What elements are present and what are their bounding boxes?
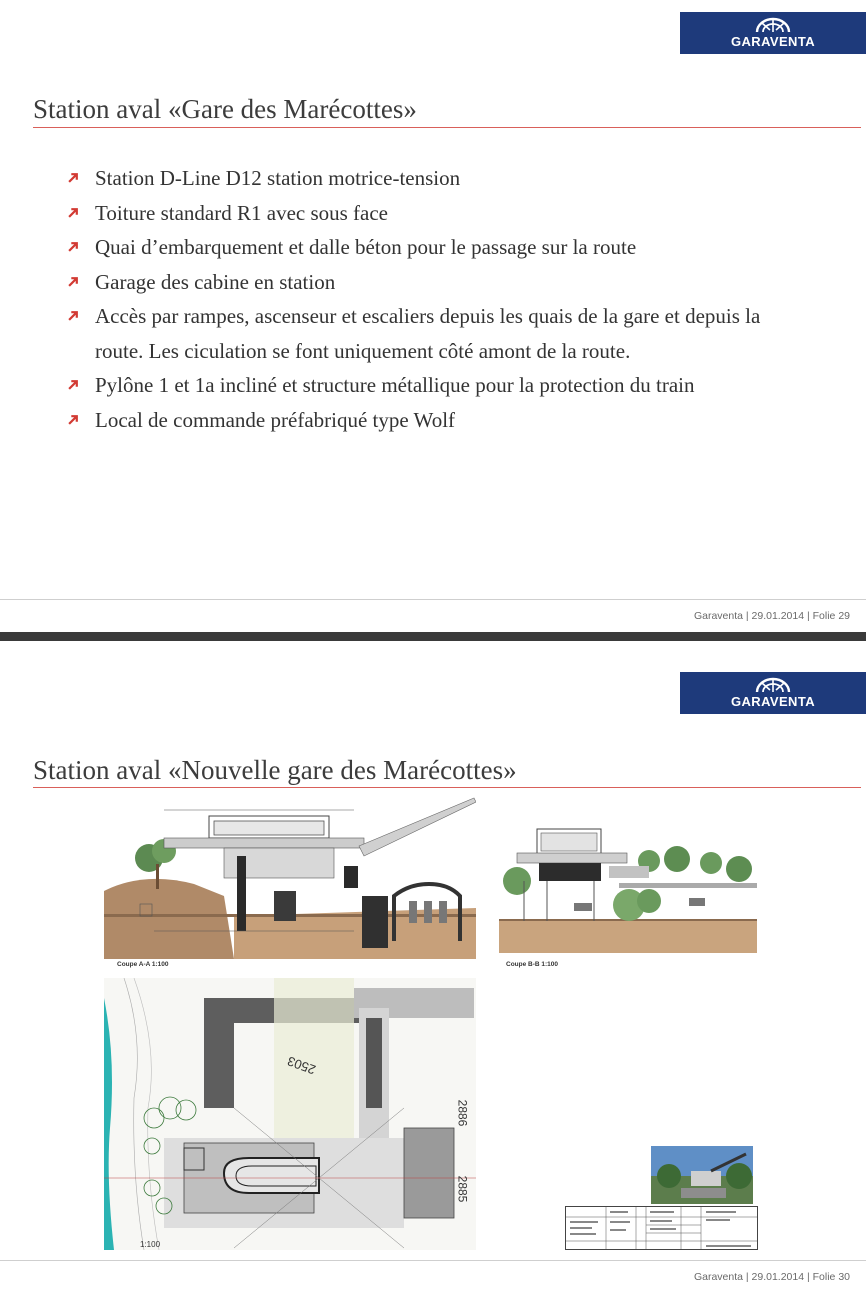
section-aa-drawing bbox=[104, 796, 476, 959]
bullet-item: Local de commande préfabriqué type Wolf bbox=[68, 403, 798, 438]
bullet-list bbox=[68, 161, 798, 437]
wheel-arch-icon bbox=[753, 17, 793, 33]
plan-scale-label: 1:100 bbox=[140, 1240, 161, 1249]
logo-wordmark: GARAVENTA bbox=[730, 34, 815, 49]
bullet-item: Accès par rampes, ascenseur et escaliers depuis les quais de la gare et depuis la route. Les ciculation se font uniquement côté amont de la route. bbox=[68, 299, 798, 368]
garaventa-logo bbox=[680, 672, 866, 714]
slide-30 bbox=[0, 641, 866, 1292]
footer-rule bbox=[0, 1260, 866, 1261]
garaventa-logo bbox=[680, 12, 866, 54]
slide-separator bbox=[0, 632, 866, 641]
wheel-arch-icon bbox=[753, 677, 793, 693]
station-photo bbox=[651, 1146, 753, 1204]
slide-29 bbox=[0, 0, 866, 632]
logo-wordmark: GARAVENTA bbox=[730, 694, 815, 709]
section-aa-caption: Coupe A-A 1:100 bbox=[117, 961, 169, 968]
slide-footer: Garaventa | 29.01.2014 | Folie 30 bbox=[693, 1271, 850, 1283]
site-plan-drawing bbox=[104, 978, 476, 1250]
bullet-item: Station D-Line D12 station motrice-tension bbox=[68, 161, 798, 196]
arrow-up-right-icon bbox=[68, 379, 79, 390]
title-underline bbox=[33, 787, 861, 788]
section-bb-caption: Coupe B-B 1:100 bbox=[506, 961, 559, 968]
plan-label: 2503 bbox=[285, 1053, 318, 1078]
bullet-item: Quai d’embarquement et dalle béton pour le passage sur la route bbox=[68, 230, 798, 265]
bullet-item: Pylône 1 et 1a incliné et structure métallique pour la protection du train bbox=[68, 368, 798, 403]
slide-footer: Garaventa | 29.01.2014 | Folie 29 bbox=[693, 610, 850, 622]
bullet-item: Toiture standard R1 avec sous face bbox=[68, 196, 798, 231]
plan-label: 2886 bbox=[455, 1099, 470, 1127]
title-underline bbox=[33, 127, 861, 128]
slide-title: Station aval «Gare des Marécottes» bbox=[33, 94, 417, 124]
arrow-up-right-icon bbox=[68, 172, 79, 183]
plan-label: 2885 bbox=[455, 1175, 470, 1203]
bullet-item: Garage des cabine en station bbox=[68, 265, 798, 300]
arrow-up-right-icon bbox=[68, 414, 79, 425]
arrow-up-right-icon bbox=[68, 276, 79, 287]
drawing-title-block bbox=[565, 1206, 758, 1250]
arrow-up-right-icon bbox=[68, 207, 79, 218]
arrow-up-right-icon bbox=[68, 310, 79, 321]
footer-rule bbox=[0, 599, 866, 600]
slide-title: Station aval «Nouvelle gare des Marécottes» bbox=[33, 755, 517, 785]
section-bb-drawing bbox=[499, 821, 757, 953]
arrow-up-right-icon bbox=[68, 241, 79, 252]
